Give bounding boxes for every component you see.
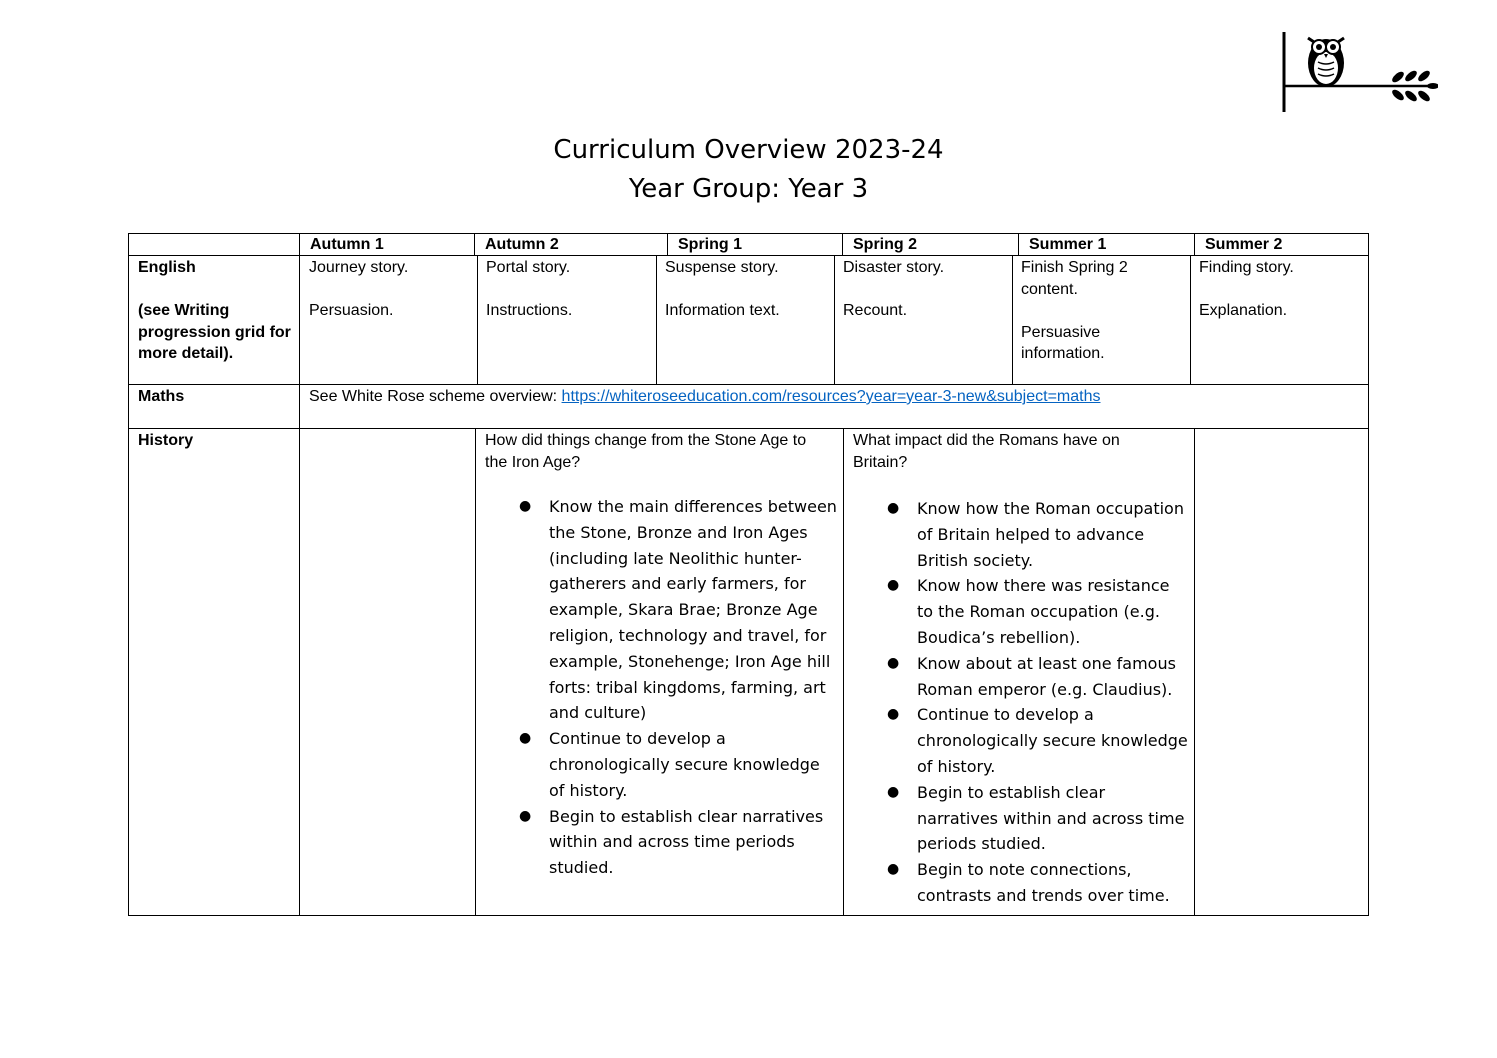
english-label: English <box>138 259 196 276</box>
history-question: What impact did the Romans have on Britain? <box>853 432 1125 471</box>
english-cell-text: Journey story. <box>309 259 409 276</box>
english-autumn-1-cell <box>309 257 471 322</box>
bullet-text: Know about at least one famous Roman emperor (e.g. Claudius). <box>917 653 1176 699</box>
history-bullet-list <box>519 494 839 881</box>
bullet-icon: ● <box>887 706 900 723</box>
list-item <box>887 496 1189 573</box>
header-autumn-2: Autumn 2 <box>485 236 559 253</box>
english-cell-text: Disaster story. <box>843 259 945 276</box>
list-item <box>519 804 839 881</box>
page-title: Curriculum Overview 2023-24 <box>553 135 944 165</box>
maths-prefix: See White Rose scheme overview: <box>309 388 562 405</box>
header-autumn-1: Autumn 1 <box>310 236 384 253</box>
english-cell-text: Finding story. <box>1199 259 1294 276</box>
list-item <box>887 573 1189 650</box>
english-summer-2-cell <box>1199 257 1364 322</box>
bullet-icon: ● <box>519 498 532 514</box>
bullet-icon: ● <box>519 730 532 747</box>
english-cell-text: Recount. <box>843 302 908 319</box>
list-item <box>519 726 839 803</box>
history-romans-cell <box>853 430 1191 909</box>
bullet-text: Continue to develop a chronologically secure knowledge of history. <box>917 705 1188 776</box>
bullet-text: Know how the Roman occupation of Britain helped to advance British society. <box>917 499 1184 570</box>
bullet-text: Begin to establish clear narratives within and across time periods studied. <box>549 806 824 878</box>
history-question: How did things change from the Stone Age to the Iron Age? <box>485 432 811 471</box>
header-summer-1: Summer 1 <box>1029 236 1107 253</box>
owl-logo <box>1278 30 1438 114</box>
bullet-icon: ● <box>887 577 900 594</box>
bullet-icon: ● <box>519 807 532 824</box>
english-summer-1-cell <box>1021 257 1161 365</box>
list-item <box>887 780 1189 857</box>
english-cell-text: Instructions. <box>486 302 573 319</box>
maths-cell <box>309 386 1364 408</box>
bullet-text: Begin to note connections, contrasts and trends over time. <box>917 860 1170 905</box>
english-cell-text: Suspense story. <box>665 259 779 276</box>
bullet-text: Know how there was resistance to the Roman occupation (e.g. Boudica’s rebellion). <box>917 576 1170 647</box>
bullet-icon: ● <box>887 783 900 800</box>
history-stone-age-cell <box>485 430 837 881</box>
bullet-text: Know the main differences between the Stone, Bronze and Iron Ages (including late Neolithic hunter-gatherers and early farmers, for example, Skara Brae; Bronze Age religion, technology and travel, for example, Stonehenge; Iron Age hill forts: tribal kingdoms, farming, art and culture) <box>549 497 837 723</box>
maths-label: Maths <box>138 388 185 405</box>
english-cell-text: Finish Spring 2 content. <box>1021 259 1133 298</box>
english-spring-1-cell <box>665 257 830 322</box>
english-spring-2-cell <box>843 257 1008 322</box>
header-spring-2: Spring 2 <box>853 236 918 253</box>
bullet-text: Begin to establish clear narratives within and across time periods studied. <box>917 782 1185 854</box>
english-cell-text: Portal story. <box>486 259 571 276</box>
list-item <box>887 651 1189 703</box>
bullet-icon: ● <box>887 500 900 516</box>
list-item <box>887 702 1189 779</box>
english-row-label <box>138 257 296 365</box>
list-item <box>519 494 839 726</box>
page-subtitle: Year Group: Year 3 <box>628 174 869 204</box>
english-cell-text: Persuasion. <box>309 302 394 319</box>
history-bullet-list <box>887 496 1189 909</box>
english-note: (see Writing progression grid for more detail). <box>138 302 296 362</box>
bullet-icon: ● <box>887 861 900 878</box>
bullet-icon: ● <box>887 654 900 671</box>
english-cell-text: Persuasive information. <box>1021 323 1105 362</box>
english-cell-text: Explanation. <box>1199 302 1288 319</box>
white-rose-link[interactable]: https://whiteroseeducation.com/resources?year=year-3-new&subject=maths <box>561 388 1101 405</box>
history-label: History <box>138 432 194 449</box>
english-autumn-2-cell <box>486 257 651 322</box>
english-cell-text: Information text. <box>665 302 780 319</box>
header-spring-1: Spring 1 <box>678 236 743 253</box>
bullet-text: Continue to develop a chronologically secure knowledge of history. <box>549 729 820 800</box>
header-summer-2: Summer 2 <box>1205 236 1283 253</box>
list-item <box>887 857 1189 909</box>
